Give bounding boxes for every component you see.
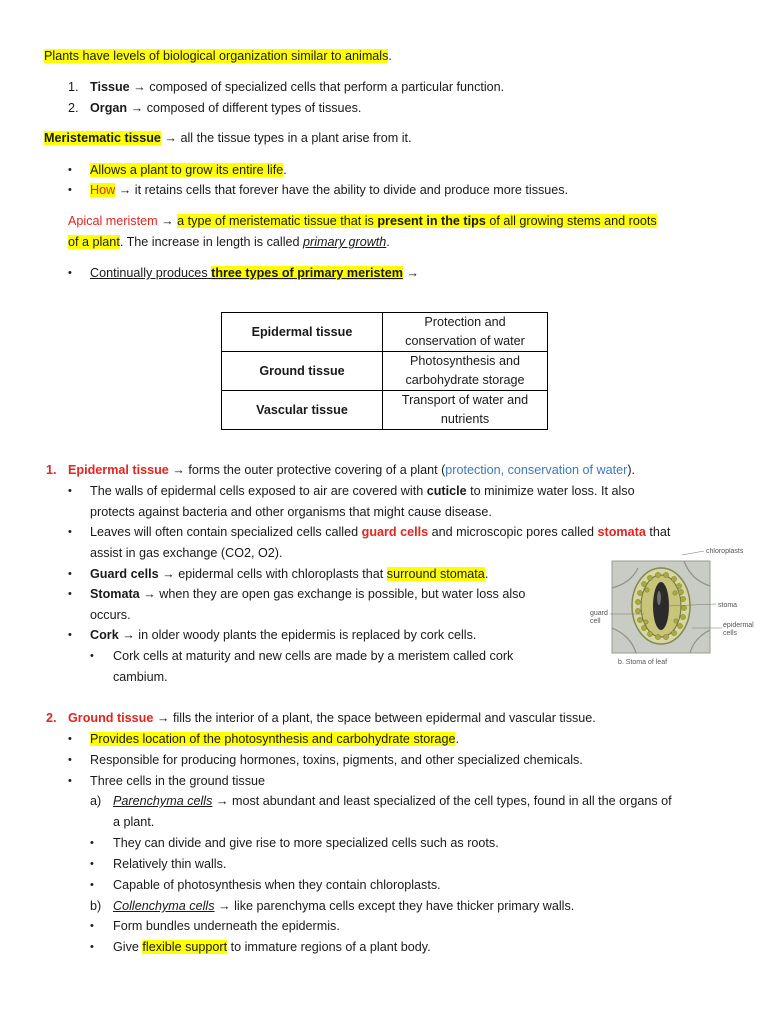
continually-line: Continually produces three types of primary meristem → [90,266,419,280]
apical-line-1: Apical meristem → a type of meristematic tissue that is present in the tips of all growing stems and roots [68,214,657,228]
bullet: • [68,164,72,176]
label-guard-cell-1: guard [590,610,608,617]
bullet: • [90,858,94,870]
bullet: • [68,588,72,600]
meristematic-line: Meristematic tissue → all the tissue types in a plant arise from it. [44,131,412,145]
table-cell-function: Photosynthesis and carbohydrate storage [383,352,548,391]
table-cell-function: Protection and conservation of water [383,313,548,352]
bullet: • [68,485,72,497]
section-number: 1. [46,463,57,477]
parenchyma-bullet-1: They can divide and give rise to more specialized cells such as roots. [113,836,499,850]
table-cell-tissue: Epidermal tissue [222,313,383,352]
ground-bullet-3: Three cells in the ground tissue [90,774,266,788]
parenchyma-bullet-3: Capable of photosynthesis when they contain chloroplasts. [113,878,441,892]
level-term: Organ [90,101,128,115]
bullet: • [90,941,94,953]
level-term: Tissue [90,80,130,94]
collenchyma-bullet-1: Form bundles underneath the epidermis. [113,919,340,933]
bullet: • [68,184,72,196]
apical-line-2: of a plant. The increase in length is called primary growth. [68,235,390,249]
intro-text: Plants have levels of biological organization similar to animals [44,49,389,63]
bullet: • [68,733,72,745]
label-chloroplasts: chloroplasts [706,548,744,555]
level-number: 1. [68,80,79,94]
epidermal-bullet-2: Leaves will often contain specialized cells called guard cells and microscopic pores called stomata that [90,525,671,539]
bullet: • [90,920,94,932]
bullet: • [90,650,94,662]
bullet: • [68,775,72,787]
level-item-organ: Organ → composed of different types of tissues. [90,101,362,115]
bullet: • [68,568,72,580]
ground-bullet-2: Responsible for producing hormones, toxins, pigments, and other specialized chemicals. [90,753,583,767]
section-number: 2. [46,711,57,725]
collenchyma-line: Collenchyma cells → like parenchyma cells except they have thicker primary walls. [113,899,575,913]
meristem-bullet-1: Allows a plant to grow its entire life. [90,163,287,177]
label-epidermal-1: epidermal [723,622,754,629]
sub-label-b: b) [90,899,102,913]
sub-label-a: a) [90,794,102,808]
ground-term: Ground tissue [68,711,154,725]
level-number: 2. [68,101,79,115]
bullet: • [68,754,72,766]
epidermal-bullet-5: Cork → in older woody plants the epidermis is replaced by cork cells. [90,628,477,642]
apical-term: Apical meristem [68,214,158,228]
epidermal-bullet-4-cont: occurs. [90,608,131,622]
bullet: • [90,837,94,849]
table-row [222,313,548,352]
bullet: • [68,526,72,538]
label-guard-cell-2: cell [590,618,601,625]
tissue-table [221,312,548,430]
epidermal-term: Epidermal tissue [68,463,169,477]
ground-bullet-1: Provides location of the photosynthesis and carbohydrate storage. [90,732,459,746]
bullet: • [68,267,72,279]
table-cell-function: Transport of water and nutrients [383,391,548,430]
table-cell-tissue: Vascular tissue [222,391,383,430]
label-epidermal-2: cells [723,630,738,637]
epidermal-bullet-1: The walls of epidermal cells exposed to air are covered with cuticle to minimize water loss. It also [90,484,635,498]
table-cell-tissue: Ground tissue [222,352,383,391]
level-item-tissue: Tissue → composed of specialized cells that perform a particular function. [90,80,505,94]
epidermal-bullet-2-cont: assist in gas exchange (CO2, O2). [90,546,283,560]
meristem-bullet-2: How → it retains cells that forever have the ability to divide and produce more tissues. [90,183,569,197]
stoma-figure [586,548,762,668]
epidermal-bullet-4: Stomata → when they are open gas exchange is possible, but water loss also [90,587,526,601]
cork-sub-bullet: Cork cells at maturity and new cells are made by a meristem called cork [113,649,514,663]
stoma-illustration [586,548,762,668]
table-row [222,391,548,430]
label-stoma: stoma [718,602,738,609]
table-row [222,352,548,391]
intro-line: Plants have levels of biological organization similar to animals. [44,49,392,63]
parenchyma-line-1: Parenchyma cells → most abundant and least specialized of the cell types, found in all the organs of [113,794,672,808]
parenchyma-bullet-2: Relatively thin walls. [113,857,227,871]
bullet: • [68,629,72,641]
bullet: • [90,879,94,891]
figure-caption: b. Stoma of leaf [618,659,668,666]
meristematic-term: Meristematic tissue [44,131,161,145]
epidermal-bullet-3: Guard cells → epidermal cells with chloroplasts that surround stomata. [90,567,489,581]
parenchyma-line-2: a plant. [113,815,155,829]
collenchyma-bullet-2: Give flexible support to immature regions of a plant body. [113,940,431,954]
epidermal-heading: Epidermal tissue → forms the outer protective covering of a plant (protection, conservation of water). [68,463,636,477]
epidermal-bullet-1-cont: protects against bacteria and other organisms that might cause disease. [90,505,492,519]
ground-heading: Ground tissue → fills the interior of a plant, the space between epidermal and vascular tissue. [68,711,596,725]
cork-sub-bullet-cont: cambium. [113,670,168,684]
